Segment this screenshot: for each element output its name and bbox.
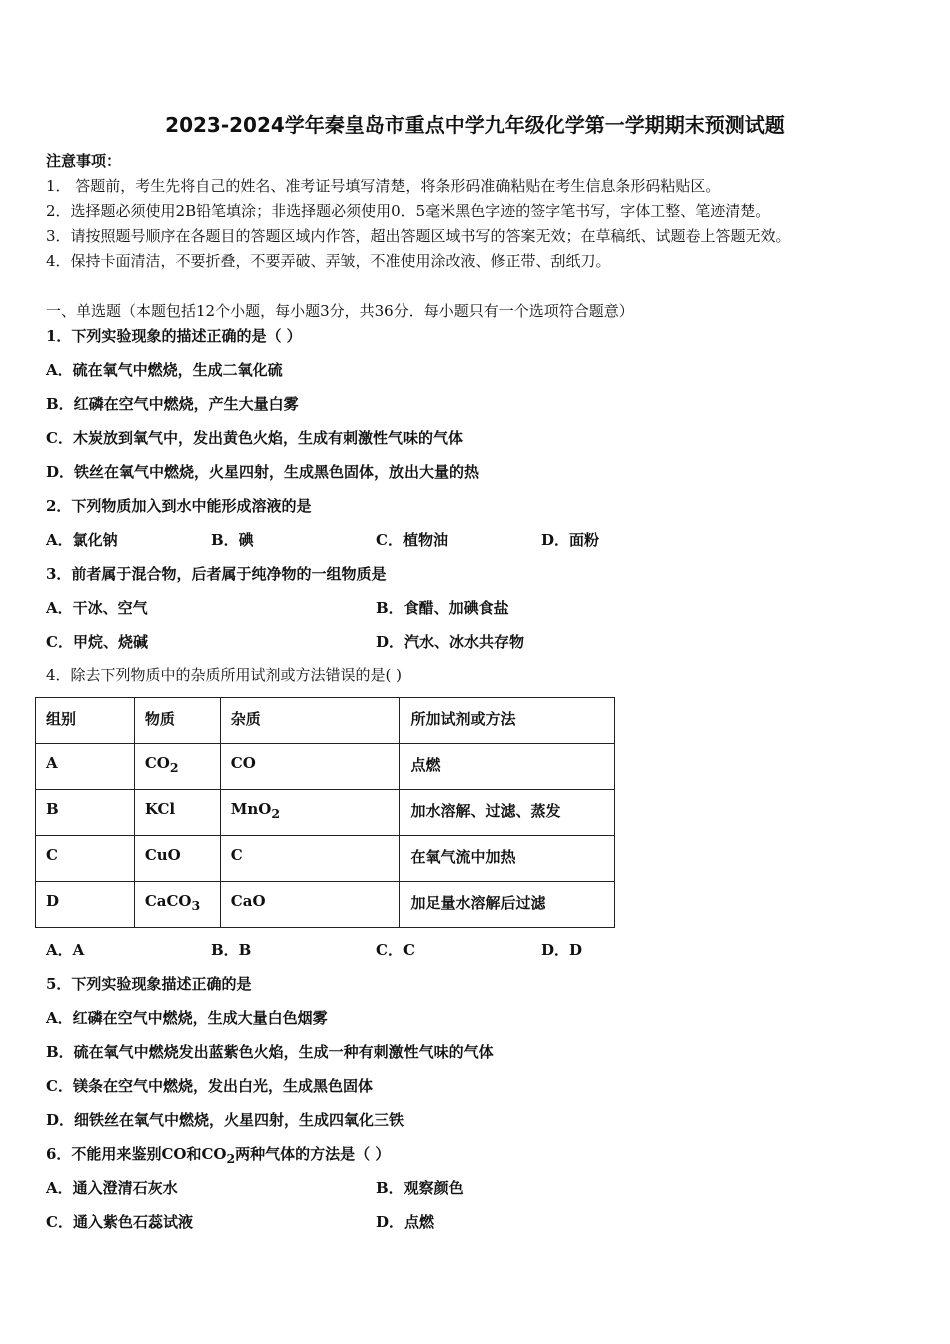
table-header-row: [36, 698, 615, 744]
group-cell: A: [46, 754, 58, 772]
header-cell: 所加试剂或方法: [410, 710, 516, 728]
q6-stem-part: 两种气体的方法是（ ）: [235, 1145, 391, 1163]
impurity-subscript: 2: [271, 806, 281, 821]
method-cell: 点燃: [410, 756, 441, 774]
substance-cell: KCl: [144, 800, 176, 818]
q2-stem: 2．下列物质加入到水中能形成溶液的是: [46, 497, 312, 515]
table-row: [36, 882, 615, 928]
group-cell: D: [46, 892, 60, 910]
table-row: [36, 790, 615, 836]
q1-option-a: A．硫在氧气中燃烧，生成二氧化硫: [46, 361, 283, 379]
q3-option-b: B．食醋、加碘食盐: [376, 599, 509, 617]
q2-option-c: C．植物油: [376, 531, 448, 549]
q4-option-b: B．B: [211, 941, 252, 959]
q5-stem: 5．下列实验现象描述正确的是: [46, 975, 252, 993]
note-item: 4．保持卡面清洁，不要折叠，不要弄破、弄皱，不准使用涂改液、修正带、刮纸刀。: [46, 252, 611, 270]
note-item: 2．选择题必须使用2B铅笔填涂；非选择题必须使用0．5毫米黑色字迹的签字笔书写，字体工整、笔迹清楚。: [46, 202, 771, 220]
q5-option-d: D．细铁丝在氧气中燃烧，火星四射，生成四氧化三铁: [46, 1111, 405, 1129]
substance-cell: CaCO: [144, 892, 192, 910]
q1-option-d: D．铁丝在氧气中燃烧，火星四射，生成黑色固体，放出大量的热: [46, 463, 480, 481]
header-cell: 组别: [46, 710, 77, 728]
q5-option-c: C．镁条在空气中燃烧，发出白光，生成黑色固体: [46, 1077, 373, 1095]
group-cell: C: [46, 846, 58, 864]
section-heading: 一、单选题（本题包括12个小题，每小题3分，共36分．每小题只有一个选项符合题意）: [46, 302, 634, 320]
header-cell: 杂质: [230, 710, 261, 728]
q3-stem: 3．前者属于混合物，后者属于纯净物的一组物质是: [46, 565, 387, 583]
q6-option-d: D．点燃: [376, 1213, 435, 1231]
impurity-cell: CO: [230, 754, 256, 772]
notes-heading: 注意事项：: [46, 152, 122, 170]
q3-option-a: A．干冰、空气: [46, 599, 148, 617]
q4-table: [35, 697, 615, 928]
q6-option-c: C．通入紫色石蕊试液: [46, 1213, 193, 1231]
q2-option-b: B．碘: [211, 531, 254, 549]
substance-subscript: 3: [191, 898, 201, 913]
q4-option-a: A．A: [46, 941, 85, 959]
substance-cell: CuO: [144, 846, 181, 864]
method-cell: 在氧气流中加热: [410, 848, 516, 866]
note-item: 3．请按照题号顺序在各题目的答题区域内作答，超出答题区域书写的答案无效；在草稿纸、试题卷上答题无效。: [46, 227, 791, 245]
q5-option-a: A．红磷在空气中燃烧，生成大量白色烟雾: [46, 1009, 328, 1027]
impurity-cell: MnO: [230, 800, 272, 818]
q4-option-d: D．D: [541, 941, 583, 959]
table-row: [36, 744, 615, 790]
page-title: 2023-2024学年秦皇岛市重点中学九年级化学第一学期期末预测试题: [165, 113, 785, 137]
substance-cell: CO: [144, 754, 170, 772]
substance-subscript: 2: [169, 760, 179, 775]
q5-option-b: B．硫在氧气中燃烧发出蓝紫色火焰，生成一种有刺激性气味的气体: [46, 1043, 494, 1061]
note-item: 1． 答题前，考生先将自己的姓名、准考证号填写清楚，将条形码准确粘贴在考生信息条形码粘贴区。: [46, 177, 721, 195]
q3-option-c: C．甲烷、烧碱: [46, 633, 148, 651]
group-cell: B: [46, 800, 59, 818]
q6-stem-subscript: 2: [226, 1151, 236, 1166]
q4-option-c: C．C: [376, 941, 415, 959]
q6-stem-part: 6．不能用来鉴别CO和CO: [46, 1145, 227, 1163]
q1-stem: 1．下列实验现象的描述正确的是（ ）: [46, 327, 302, 345]
impurity-cell: C: [230, 846, 243, 864]
impurity-cell: CaO: [230, 892, 266, 910]
q1-option-c: C．木炭放到氧气中，发出黄色火焰，生成有刺激性气味的气体: [46, 429, 463, 447]
q6-stem: [46, 1145, 390, 1168]
q1-option-b: B．红磷在空气中燃烧，产生大量白雾: [46, 395, 299, 413]
q6-option-a: A．通入澄清石灰水: [46, 1179, 178, 1197]
q2-option-a: A．氯化钠: [46, 531, 118, 549]
method-cell: 加水溶解、过滤、蒸发: [410, 802, 561, 820]
q3-option-d: D．汽水、冰水共存物: [376, 633, 525, 651]
table-row: [36, 836, 615, 882]
q4-stem: 4．除去下列物质中的杂质所用试剂或方法错误的是( ): [46, 666, 403, 684]
header-cell: 物质: [144, 710, 175, 728]
q2-option-d: D．面粉: [541, 531, 600, 549]
method-cell: 加足量水溶解后过滤: [410, 894, 546, 912]
q6-option-b: B．观察颜色: [376, 1179, 464, 1197]
